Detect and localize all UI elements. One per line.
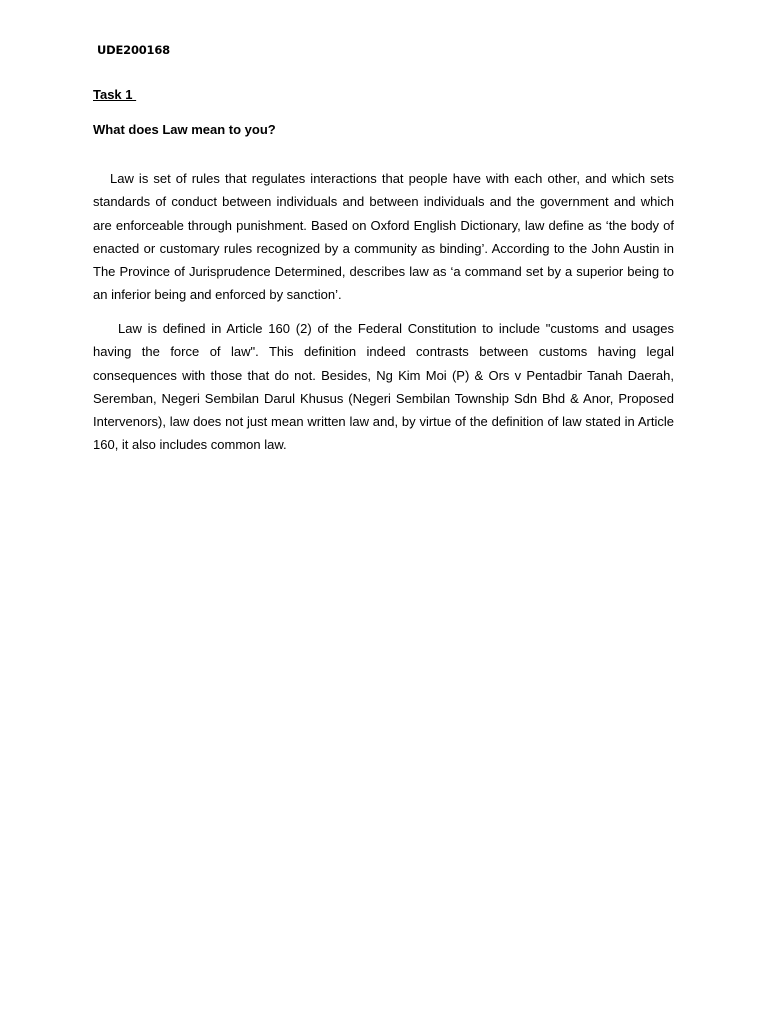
task-title: Task 1	[93, 87, 137, 102]
question-heading: What does Law mean to you?	[93, 122, 276, 137]
paragraph-law-definition: Law is set of rules that regulates interactions that people have with each other, and which sets standards of conduct between individuals and between individuals and the government and which are enforceable through punishment. Based on Oxford English Dictionary, law define as ‘the body of enacted or customary rules recognized by a community as binding’. According to the John Austin in The Province of Jurisprudence Determined, describes law as ‘a command set by a superior being to an inferior being and enforced by sanction’.	[93, 171, 674, 303]
paragraph-article-160: Law is defined in Article 160 (2) of the Federal Constitution to include "customs and usages having the force of law". This definition indeed contrasts between customs having legal consequences with those that do not. Besides, Ng Kim Moi (P) & Ors v Pentadbir Tanah Daerah, Seremban, Negeri Sembilan Darul Khusus (Negeri Sembilan Township Sdn Bhd & Anor, Proposed Intervenors), law does not just mean written law and, by virtue of the definition of law stated in Article 160, it also includes common law.	[93, 321, 674, 453]
student-id: UDE200168	[97, 43, 170, 57]
